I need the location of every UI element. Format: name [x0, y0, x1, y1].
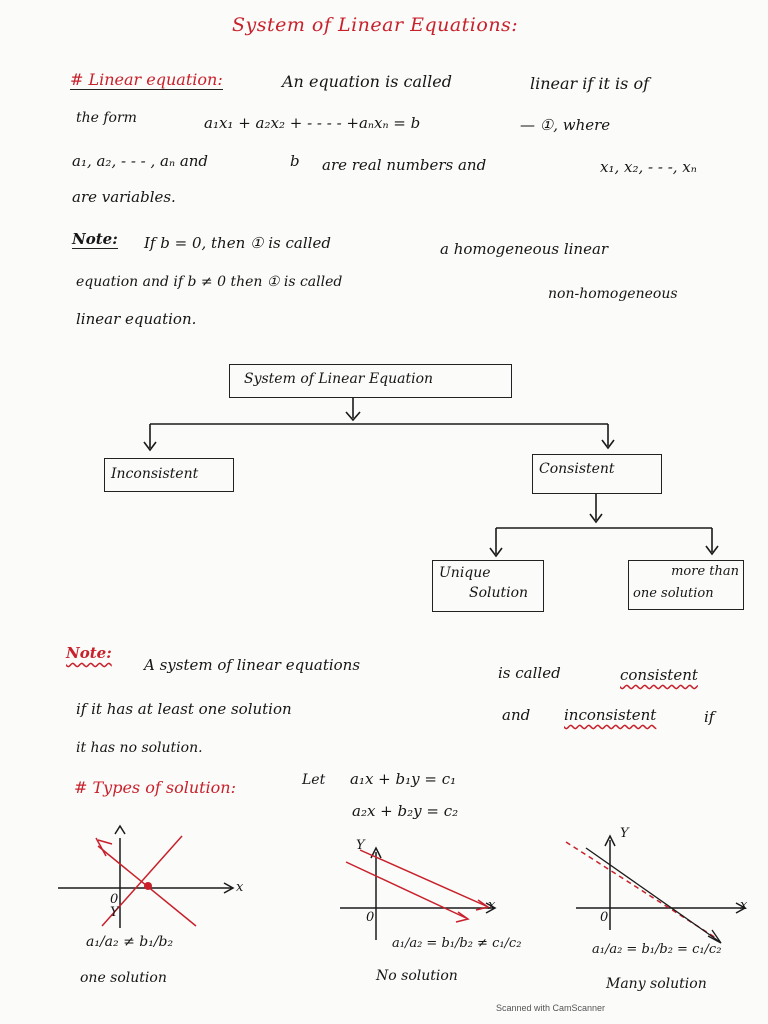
page-title: System of Linear Equations: — [232, 14, 519, 36]
graph2-x-label: x — [488, 898, 496, 913]
note1-line1-a: If b = 0, then ① is called — [144, 234, 331, 252]
linear-line1-a: An equation is called — [282, 72, 452, 91]
note2-line3: it has no solution. — [76, 740, 203, 756]
linear-equation-heading: # Linear equation: — [70, 70, 223, 89]
note2-line1-a: A system of linear equations — [144, 656, 361, 674]
graph3-origin: 0 — [600, 910, 609, 925]
linear-equation-ref: — ①, where — [520, 116, 611, 134]
graph3-ratio: a₁/a₂ = b₁/b₂ = c₁/c₂ — [592, 942, 722, 957]
graph1-x-label: x — [236, 880, 244, 895]
linear-line2-a: the form — [76, 110, 137, 126]
linear-line3-b: b — [290, 152, 300, 170]
scanner-footer: Scanned with CamScanner — [496, 1003, 606, 1013]
linear-line4: are variables. — [72, 188, 176, 206]
inconsistent-label: Inconsistent — [111, 466, 199, 482]
note1-line1-b: a homogeneous linear — [440, 240, 609, 258]
note2-line1-b: is called — [498, 664, 561, 682]
note1-line3: linear equation. — [76, 310, 197, 328]
graph3-x-label: x — [740, 898, 748, 913]
types-let: Let — [302, 772, 326, 788]
note2-line2-a: if it has at least one solution — [76, 700, 292, 718]
linear-equation-formula: a₁x₁ + a₂x₂ + - - - - +aₙxₙ = b — [204, 114, 421, 132]
note1-line2-b: non-homogeneous — [548, 286, 678, 302]
graph1-origin: 0 — [110, 892, 119, 907]
note2-label: Note: — [66, 644, 112, 662]
more-line1: more than — [671, 564, 739, 579]
graph1-ratio: a₁/a₂ ≠ b₁/b₂ — [86, 934, 174, 950]
linear-line3-c: are real numbers and — [322, 156, 487, 174]
root-label: System of Linear Equation — [244, 371, 434, 387]
graph-many-solution — [566, 836, 748, 943]
types-eq1: a₁x + b₁y = c₁ — [350, 770, 457, 788]
unique-line1: Unique — [439, 565, 491, 581]
note2-line2-d: if — [704, 708, 715, 726]
graph1-caption: one solution — [80, 970, 167, 986]
graph-one-solution — [58, 826, 233, 928]
more-line2: one solution — [633, 586, 714, 601]
graph3-y-label: Y — [620, 826, 629, 841]
graph2-ratio: a₁/a₂ = b₁/b₂ ≠ c₁/c₂ — [392, 936, 522, 951]
graph-no-solution — [340, 848, 495, 940]
note2-consistent: consistent — [620, 666, 698, 684]
graph2-y-label: Y — [356, 838, 365, 853]
note2-inconsistent: inconsistent — [564, 706, 657, 724]
linear-line3-a: a₁, a₂, - - - , aₙ and — [72, 152, 209, 170]
note1-label: Note: — [72, 230, 118, 248]
linear-line3-d: x₁, x₂, - - -, xₙ — [600, 158, 697, 176]
unique-line2: Solution — [469, 585, 529, 601]
note1-line2-a: equation and if b ≠ 0 then ① is called — [76, 274, 343, 290]
types-heading: # Types of solution: — [74, 778, 236, 797]
graph2-caption: No solution — [376, 968, 458, 984]
consistent-label: Consistent — [539, 461, 615, 477]
note2-line2-b: and — [502, 706, 531, 724]
graph1-y-label: Y — [110, 905, 119, 920]
linear-line1-b: linear if it is of — [530, 74, 650, 93]
types-eq2: a₂x + b₂y = c₂ — [352, 802, 459, 820]
graph3-caption: Many solution — [606, 976, 707, 992]
graph2-origin: 0 — [366, 910, 375, 925]
